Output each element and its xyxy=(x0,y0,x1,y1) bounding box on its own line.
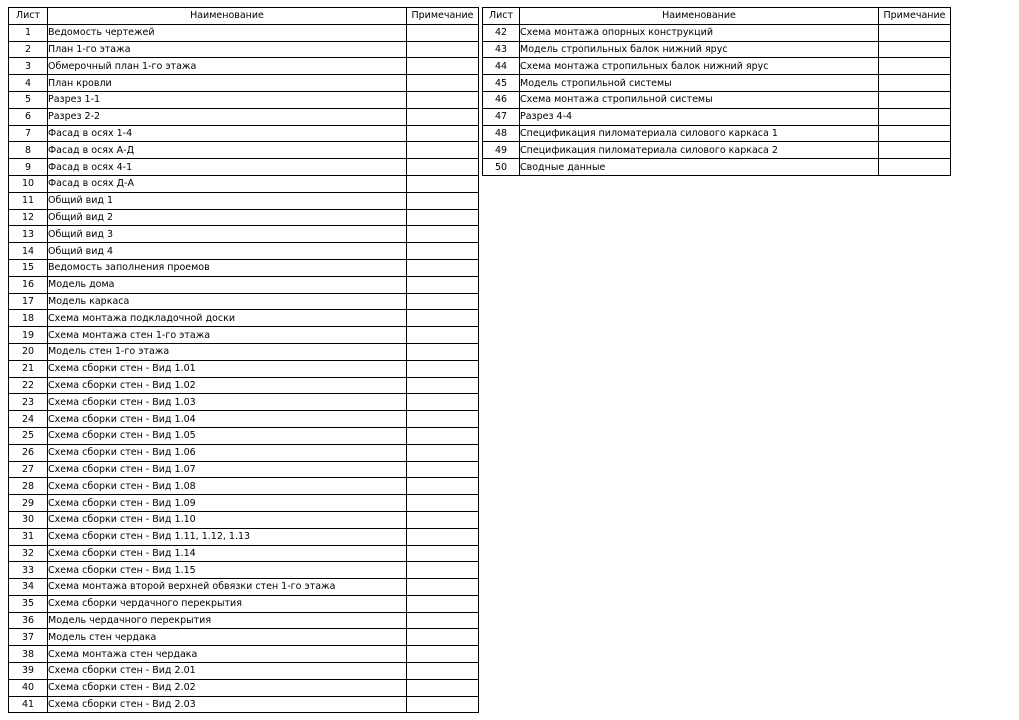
table-row xyxy=(483,41,951,58)
sheet-note-cell xyxy=(407,125,479,142)
sheet-number-cell: 46 xyxy=(483,91,520,108)
sheet-note-cell xyxy=(407,293,479,310)
sheet-number-cell: 13 xyxy=(9,226,48,243)
table-row xyxy=(9,478,479,495)
sheet-name-cell: Фасад в осях 4-1 xyxy=(48,159,407,176)
table-row xyxy=(9,343,479,360)
sheet-number-cell: 34 xyxy=(9,579,48,596)
sheet-note-cell xyxy=(407,343,479,360)
sheet-note-cell xyxy=(407,495,479,512)
table-row xyxy=(9,528,479,545)
sheet-number-cell: 4 xyxy=(9,75,48,92)
table-row xyxy=(9,192,479,209)
table-row xyxy=(483,91,951,108)
table-row xyxy=(9,209,479,226)
table-row xyxy=(9,327,479,344)
sheet-note-cell xyxy=(879,41,951,58)
sheet-number-cell: 14 xyxy=(9,243,48,260)
sheet-number-cell: 36 xyxy=(9,612,48,629)
sheet-note-cell xyxy=(407,276,479,293)
sheet-note-cell xyxy=(407,562,479,579)
table-header-row xyxy=(9,8,479,25)
sheet-name-cell: Общий вид 1 xyxy=(48,192,407,209)
header-note: Примечание xyxy=(407,8,479,25)
sheet-name-cell: Схема монтажа стен чердака xyxy=(48,646,407,663)
table-row xyxy=(483,142,951,159)
sheet-note-cell xyxy=(407,108,479,125)
sheet-number-cell: 50 xyxy=(483,159,520,176)
sheet-name-cell: Общий вид 4 xyxy=(48,243,407,260)
sheet-name-cell: Схема монтажа опорных конструкций xyxy=(520,24,879,41)
sheet-name-cell: Модель стропильной системы xyxy=(520,75,879,92)
sheet-name-cell: Схема сборки стен - Вид 1.05 xyxy=(48,427,407,444)
sheet-note-cell xyxy=(407,159,479,176)
sheet-note-cell xyxy=(407,192,479,209)
header-sheet: Лист xyxy=(483,8,520,25)
sheet-note-cell xyxy=(407,327,479,344)
sheet-name-cell: Общий вид 2 xyxy=(48,209,407,226)
sheet-number-cell: 42 xyxy=(483,24,520,41)
sheet-note-cell xyxy=(407,75,479,92)
sheet-note-cell xyxy=(407,663,479,680)
sheet-note-cell xyxy=(407,478,479,495)
table-row xyxy=(9,595,479,612)
sheet-number-cell: 28 xyxy=(9,478,48,495)
table-row xyxy=(9,243,479,260)
sheet-name-cell: Разрез 1-1 xyxy=(48,91,407,108)
sheet-note-cell xyxy=(407,528,479,545)
table-row xyxy=(9,226,479,243)
table-row xyxy=(9,612,479,629)
sheet-note-cell xyxy=(407,545,479,562)
sheet-note-cell xyxy=(407,142,479,159)
sheet-note-cell xyxy=(407,24,479,41)
sheet-number-cell: 33 xyxy=(9,562,48,579)
sheet-note-cell xyxy=(407,41,479,58)
table-row xyxy=(9,175,479,192)
table-row xyxy=(9,394,479,411)
sheet-name-cell: Схема сборки стен - Вид 1.11, 1.12, 1.13 xyxy=(48,528,407,545)
sheet-name-cell: Разрез 2-2 xyxy=(48,108,407,125)
sheet-note-cell xyxy=(407,646,479,663)
table-row xyxy=(9,679,479,696)
table-row xyxy=(483,24,951,41)
table-row xyxy=(9,545,479,562)
sheet-note-cell xyxy=(879,159,951,176)
table-body-right xyxy=(483,24,951,175)
sheet-number-cell: 22 xyxy=(9,377,48,394)
sheet-name-cell: Схема сборки стен - Вид 1.06 xyxy=(48,444,407,461)
sheet-note-cell xyxy=(879,91,951,108)
sheet-number-cell: 20 xyxy=(9,343,48,360)
sheet-name-cell: Схема монтажа подкладочной доски xyxy=(48,310,407,327)
table-row xyxy=(483,75,951,92)
sheet-number-cell: 32 xyxy=(9,545,48,562)
sheet-name-cell: Схема сборки стен - Вид 1.15 xyxy=(48,562,407,579)
sheet-name-cell: Модель дома xyxy=(48,276,407,293)
sheet-note-cell xyxy=(407,579,479,596)
table-row xyxy=(9,444,479,461)
sheet-number-cell: 25 xyxy=(9,427,48,444)
sheet-name-cell: Модель каркаса xyxy=(48,293,407,310)
sheet-note-cell xyxy=(407,444,479,461)
table-row xyxy=(9,495,479,512)
sheet-number-cell: 17 xyxy=(9,293,48,310)
sheet-number-cell: 38 xyxy=(9,646,48,663)
sheet-name-cell: Схема сборки стен - Вид 1.09 xyxy=(48,495,407,512)
table-row xyxy=(483,159,951,176)
sheet-number-cell: 39 xyxy=(9,663,48,680)
sheet-note-cell xyxy=(407,310,479,327)
sheet-name-cell: Схема сборки стен - Вид 1.01 xyxy=(48,360,407,377)
sheet-note-cell xyxy=(879,75,951,92)
sheet-number-cell: 35 xyxy=(9,595,48,612)
sheet-note-cell xyxy=(407,461,479,478)
sheet-name-cell: Общий вид 3 xyxy=(48,226,407,243)
sheet-note-cell xyxy=(407,226,479,243)
sheet-name-cell: Схема сборки стен - Вид 1.14 xyxy=(48,545,407,562)
table-row xyxy=(9,91,479,108)
sheet-number-cell: 21 xyxy=(9,360,48,377)
sheet-number-cell: 47 xyxy=(483,108,520,125)
table-row xyxy=(9,142,479,159)
sheet-number-cell: 12 xyxy=(9,209,48,226)
sheet-note-cell xyxy=(879,142,951,159)
sheet-name-cell: Схема сборки стен - Вид 2.01 xyxy=(48,663,407,680)
sheet-name-cell: Модель стен 1-го этажа xyxy=(48,343,407,360)
sheet-name-cell: Фасад в осях 1-4 xyxy=(48,125,407,142)
sheet-name-cell: Схема монтажа стропильной системы xyxy=(520,91,879,108)
table-row xyxy=(9,629,479,646)
sheet-note-cell xyxy=(407,411,479,428)
table-row xyxy=(9,663,479,680)
sheet-note-cell xyxy=(407,595,479,612)
sheet-name-cell: Схема сборки стен - Вид 2.02 xyxy=(48,679,407,696)
sheet-note-cell xyxy=(407,377,479,394)
sheet-note-cell xyxy=(407,175,479,192)
sheet-name-cell: Ведомость заполнения проемов xyxy=(48,259,407,276)
table-row xyxy=(9,310,479,327)
sheet-name-cell: План кровли xyxy=(48,75,407,92)
sheet-number-cell: 23 xyxy=(9,394,48,411)
sheet-note-cell xyxy=(407,243,479,260)
sheet-note-cell xyxy=(879,24,951,41)
table-row xyxy=(9,125,479,142)
sheet-name-cell: Схема монтажа второй верхней обвязки стен 1-го этажа xyxy=(48,579,407,596)
sheet-number-cell: 2 xyxy=(9,41,48,58)
header-note: Примечание xyxy=(879,8,951,25)
sheet-number-cell: 45 xyxy=(483,75,520,92)
sheet-name-cell: Схема сборки стен - Вид 2.03 xyxy=(48,696,407,713)
sheet-number-cell: 31 xyxy=(9,528,48,545)
drawing-list-table-left xyxy=(8,7,479,713)
table-row xyxy=(9,696,479,713)
sheet-number-cell: 19 xyxy=(9,327,48,344)
sheet-note-cell xyxy=(407,91,479,108)
table-header-row xyxy=(483,8,951,25)
table-row xyxy=(483,108,951,125)
drawing-list-table-right xyxy=(482,7,951,176)
sheet-name-cell: Фасад в осях А-Д xyxy=(48,142,407,159)
sheet-number-cell: 10 xyxy=(9,175,48,192)
table-row xyxy=(483,125,951,142)
sheet-number-cell: 24 xyxy=(9,411,48,428)
sheet-number-cell: 26 xyxy=(9,444,48,461)
sheet-name-cell: Схема монтажа стропильных балок нижний ярус xyxy=(520,58,879,75)
sheet-name-cell: Схема сборки стен - Вид 1.04 xyxy=(48,411,407,428)
sheet-note-cell xyxy=(407,511,479,528)
sheet-name-cell: Схема монтажа стен 1-го этажа xyxy=(48,327,407,344)
sheet-note-cell xyxy=(407,58,479,75)
sheet-name-cell: Схема сборки стен - Вид 1.07 xyxy=(48,461,407,478)
header-sheet: Лист xyxy=(9,8,48,25)
sheet-note-cell xyxy=(879,58,951,75)
sheet-number-cell: 43 xyxy=(483,41,520,58)
table-row xyxy=(9,511,479,528)
table-row xyxy=(9,427,479,444)
sheet-note-cell xyxy=(879,108,951,125)
sheet-number-cell: 30 xyxy=(9,511,48,528)
sheet-note-cell xyxy=(407,696,479,713)
table-row xyxy=(9,58,479,75)
sheet-number-cell: 1 xyxy=(9,24,48,41)
table-row xyxy=(9,41,479,58)
table-row xyxy=(9,276,479,293)
table-row xyxy=(9,646,479,663)
sheet-name-cell: Спецификация пиломатериала силового каркаса 2 xyxy=(520,142,879,159)
sheet-name-cell: Сводные данные xyxy=(520,159,879,176)
sheet-name-cell: Схема сборки стен - Вид 1.10 xyxy=(48,511,407,528)
sheet-note-cell xyxy=(407,209,479,226)
table-row xyxy=(9,75,479,92)
table-row xyxy=(9,411,479,428)
sheet-number-cell: 5 xyxy=(9,91,48,108)
header-name: Наименование xyxy=(48,8,407,25)
sheet-note-cell xyxy=(407,360,479,377)
sheet-name-cell: Схема сборки чердачного перекрытия xyxy=(48,595,407,612)
sheet-note-cell xyxy=(407,394,479,411)
sheet-number-cell: 44 xyxy=(483,58,520,75)
sheet-number-cell: 9 xyxy=(9,159,48,176)
sheet-name-cell: Ведомость чертежей xyxy=(48,24,407,41)
sheet-name-cell: Обмерочный план 1-го этажа xyxy=(48,58,407,75)
sheet-number-cell: 15 xyxy=(9,259,48,276)
sheet-name-cell: Фасад в осях Д-А xyxy=(48,175,407,192)
sheet-number-cell: 41 xyxy=(9,696,48,713)
table-row xyxy=(9,360,479,377)
header-name: Наименование xyxy=(520,8,879,25)
sheet-number-cell: 40 xyxy=(9,679,48,696)
sheet-number-cell: 6 xyxy=(9,108,48,125)
sheet-name-cell: Модель стропильных балок нижний ярус xyxy=(520,41,879,58)
table-row xyxy=(9,108,479,125)
table-row xyxy=(9,159,479,176)
table-row xyxy=(9,24,479,41)
sheet-number-cell: 7 xyxy=(9,125,48,142)
sheet-number-cell: 49 xyxy=(483,142,520,159)
sheet-note-cell xyxy=(879,125,951,142)
table-row xyxy=(483,58,951,75)
table-row xyxy=(9,562,479,579)
sheet-name-cell: Разрез 4-4 xyxy=(520,108,879,125)
sheet-note-cell xyxy=(407,259,479,276)
table-body-left xyxy=(9,24,479,713)
sheet-name-cell: План 1-го этажа xyxy=(48,41,407,58)
sheet-name-cell: Спецификация пиломатериала силового каркаса 1 xyxy=(520,125,879,142)
sheet-name-cell: Схема сборки стен - Вид 1.03 xyxy=(48,394,407,411)
sheet-number-cell: 48 xyxy=(483,125,520,142)
sheet-name-cell: Модель стен чердака xyxy=(48,629,407,646)
sheet-number-cell: 11 xyxy=(9,192,48,209)
sheet-name-cell: Модель чердачного перекрытия xyxy=(48,612,407,629)
table-row xyxy=(9,377,479,394)
sheet-note-cell xyxy=(407,629,479,646)
sheet-note-cell xyxy=(407,612,479,629)
sheet-number-cell: 3 xyxy=(9,58,48,75)
sheet-number-cell: 18 xyxy=(9,310,48,327)
table-row xyxy=(9,293,479,310)
sheet-number-cell: 8 xyxy=(9,142,48,159)
sheet-number-cell: 37 xyxy=(9,629,48,646)
sheet-number-cell: 29 xyxy=(9,495,48,512)
sheet-name-cell: Схема сборки стен - Вид 1.08 xyxy=(48,478,407,495)
sheet-name-cell: Схема сборки стен - Вид 1.02 xyxy=(48,377,407,394)
sheet-note-cell xyxy=(407,679,479,696)
table-row xyxy=(9,259,479,276)
table-row xyxy=(9,461,479,478)
table-row xyxy=(9,579,479,596)
sheet-note-cell xyxy=(407,427,479,444)
sheet-number-cell: 27 xyxy=(9,461,48,478)
sheet-number-cell: 16 xyxy=(9,276,48,293)
